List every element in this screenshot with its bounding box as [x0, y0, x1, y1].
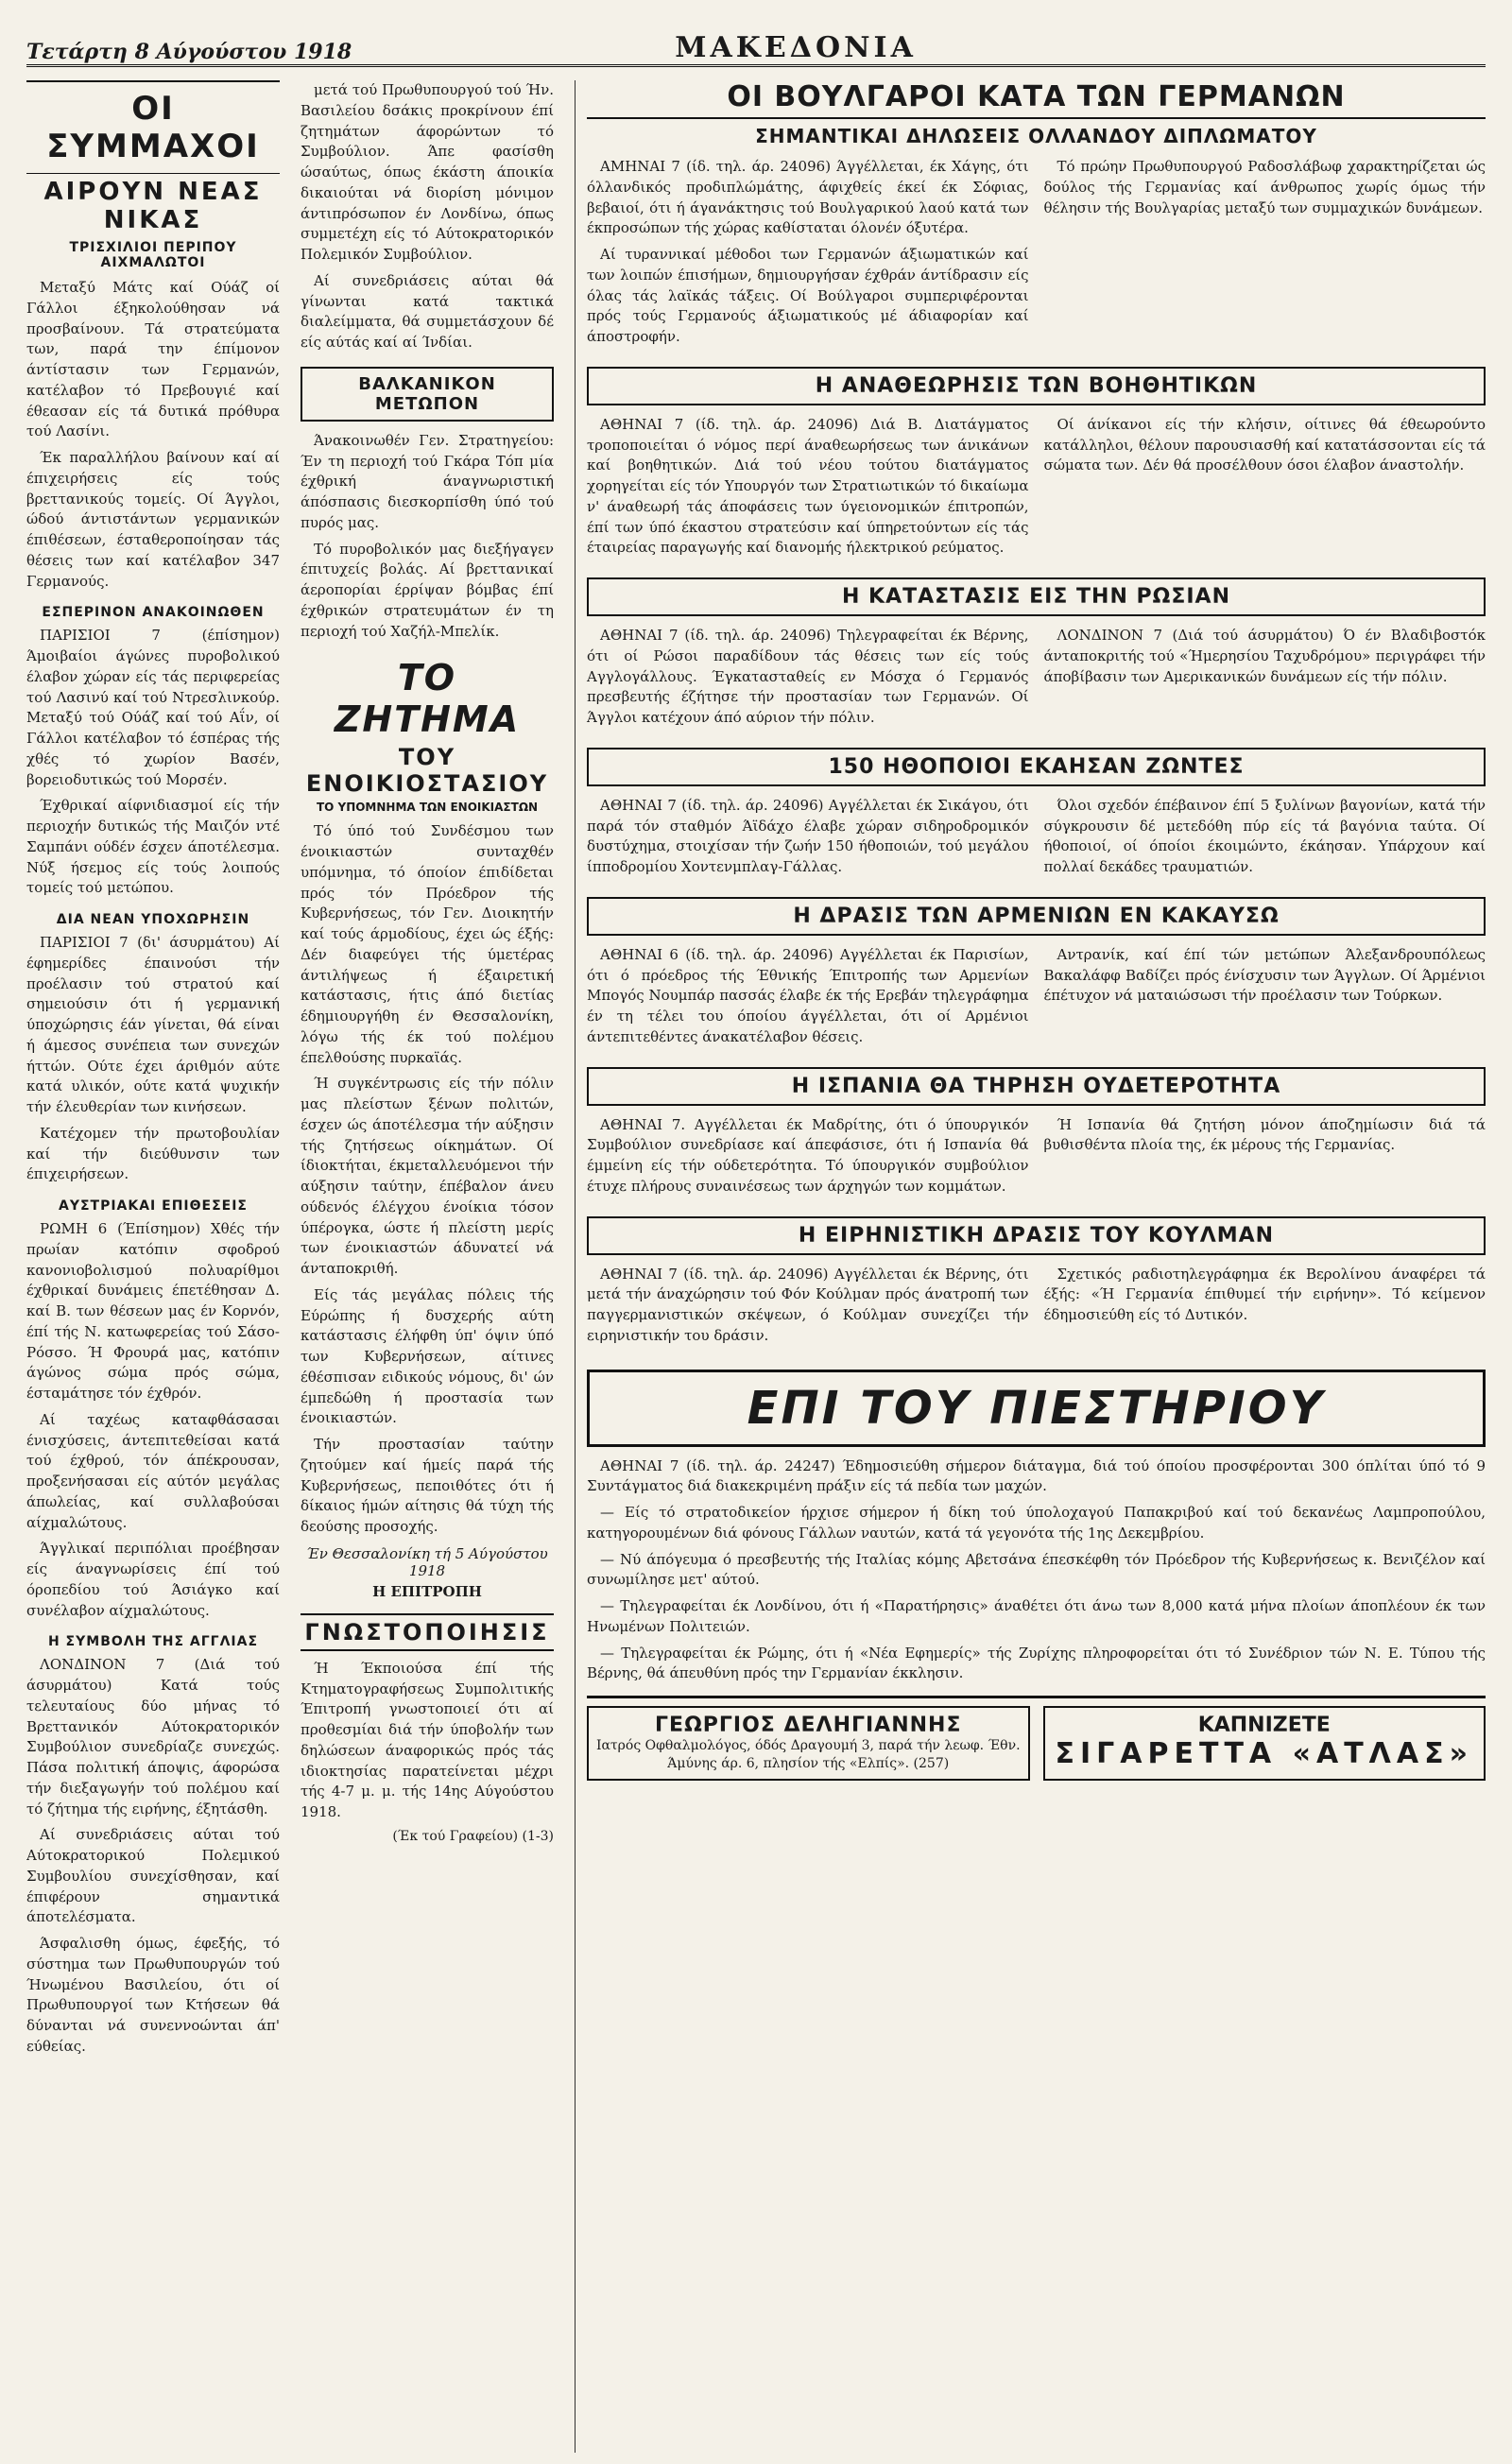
column-3: [575, 80, 1486, 2453]
press-headline: ΕΠΙ ΤΟΥ ΠΙΕΣΤΗΡΙΟΥ: [587, 1370, 1486, 1447]
issue-date: Τετάρτη 8 Αύγούστου 1918: [26, 40, 352, 64]
russia-paragraph: ΛΟΝΔΙΝΟΝ 7 (Διά τού άσυρμάτου) Ό έν Βλαδιβοστόκ άνταποκριτής τού «Ήμερησίου Ταχυδρόμου» περιγράφει τήν άποβίβασιν των Αμερικανικών δυνάμεων είς τήν πόλιν.: [1043, 627, 1486, 685]
announcement-paragraph: Ή Έκποιούσα έπί τής Κτηματογραφήσεως Συμπολιτικής Έπιτροπή γνωστοποιεί ότι αί προθεσμίαι διά τήν ύποβολήν των δηλώσεων άναφορικώς πρός τάς ιδιοκτησίας παρατείνεται μέχρι τής 4-7 μ. μ. τής 14ης Αύγούστου 1918.: [301, 1659, 554, 1820]
auxiliaries-paragraph: ΑΘΗΝΑΙ 7 (ίδ. τηλ. άρ. 24096) Διά Β. Διατάγματος τροποποιείται ό νόμος περί άναθεωρήσεως των άνικάνων καί βοηθητικών. Διά τού νέου τούτου διατάγματος χορηγείται είς τόν Υπουργόν των Στρατιωτικών τό δικαίωμα ν' άναθεωρή τάς άποφάσεις των ύγειονομικών έπιτροπών, έπί των ύπό έκαστου στρατεύσιν καί ύπηρετούντων είς τάς έταιρείας παραγωγής καί διανομής ήλεκτρικού ρεύματος.: [587, 415, 1029, 557]
press-paragraph: ΑΘΗΝΑΙ 7 (ίδ. τηλ. άρ. 24247) Έδημοσιεύθη σήμερον διάταγμα, διά τού όποίου προσφέρονται 300 όπλίται ύπό τό 9 Συντάγματος διά διακεκριμένη πράξιν είς τά πεδία των μαχών.: [587, 1456, 1486, 1495]
allies-headline: ΟΙ ΣΥΜΜΑΧΟΙ: [26, 80, 280, 174]
bulgarians-right: [1044, 157, 1486, 353]
russia-heading: Η ΚΑΤΑΣΤΑΣΙΣ ΕΙΣ ΤΗΝ ΡΩΣΙΑΝ: [587, 577, 1486, 616]
press-paragraph: — Τηλεγραφείται έκ Ρώμης, ότι ή «Νέα Εφημερίς» τής Ζυρίχης πληροφορείται ότι τό Συνέδριον τών Ν. Ε. Τύπου τής Βέρνης, θά άπευθύνη πρός την Γερμανίαν έκκλησιν.: [587, 1644, 1486, 1682]
newspaper-title: ΜΑΚΕΔΟΝΙΑ: [675, 31, 917, 64]
allies-paragraph: Μεταξύ Μάτς καί Ούάζ οί Γάλλοι έξηκολούθησαν νά προσβαίνουν. Τά στρατεύματα των, παρά την έπίμονον άντίστασιν των Γερμανών, κατέλαβον τό Πρεβουγιέ καί έθεασαν είς τά δυτικά πρόθυρα τού Λασίνι.: [26, 279, 280, 440]
allies-kicker: ΤΡΙΣΧΙΛΙΟΙ ΠΕΡΙΠΟΥ ΑΙΧΜΑΛΩΤΟΙ: [69, 240, 237, 270]
rent-question-headline: ΤΟ ΖΗΤΗΜΑ: [334, 657, 521, 741]
russia-paragraph: ΑΘΗΝΑΙ 7 (ίδ. τηλ. άρ. 24096) Τηλεγραφείται έκ Βέρνης, ότι οί Ρώσοι παραδίδουν τάς θέσεις των είς τούς Αγγλογάλλους. Έγκατασταθείς εν Μόσχα ό Γερμανός πρεσβευτής έζήτησε τήν προστασίαν των Γερμανών. Οί Άγγλοι κατέχουν άπό αύριον τήν πόλιν.: [587, 627, 1029, 726]
armenians-paragraph: ΑΘΗΝΑΙ 6 (ίδ. τηλ. άρ. 24096) Αγγέλλεται έκ Παρισίων, ότι ό πρόεδρος τής Έθνικής Έπιτροπής των Αρμενίων Μπογός Νουμπάρ πασσάς έλαβε έκ τής Ερεβάν τηλεγράφημα έν τη τέλει του όποίου άγγέλλεται, ότι οί Αρμένιοι άντεπιτεθέντες άνακατέλαβον θέσεις.: [587, 945, 1029, 1045]
masthead: [26, 17, 1486, 67]
cigarette-ad-title: ΚΑΠΝΙΖΕΤΕ: [1197, 1714, 1331, 1737]
advertisements: [587, 1696, 1486, 1781]
doctor-advertisement: [587, 1706, 1030, 1781]
rent-question-paragraph: Είς τάς μεγάλας πόλεις τής Εύρώπης ή δυσχερής αύτη κατάστασις έλήφθη ύπ' όψιν ύπό των Κυβερνήσεων, αίτινες έθέσπισαν ειδικούς νόμους, δι' ών έμπεδώθη ή προστασία των ένοικιαστών.: [301, 1285, 554, 1427]
balkan-front-paragraph: Τό πυροβολικόν μας διεξήγαγεν έπιτυχείς βολάς. Αί βρεττανικαί άεροπορίαι έρρίψαν βόμβας έπί έχθρικών στρατευμάτων έν τη περιοχή τού Χαζήλ-Μπελίκ.: [301, 540, 554, 640]
balkan-front-paragraph: Άνακοινωθέν Γεν. Στρατηγείου: Έν τη περιοχή τού Γκάρα Τόπ μία έχθρική άναγνωριστική άπόσπασις διεσκορπίσθη ύπό τού πυρός μας.: [301, 431, 554, 531]
england-contribution-paragraph: Αί συνεδριάσεις αύται τού Αύτοκρατορικού Πολεμικού Συμβουλίου συνεχίσθησαν, καί έπιφέρουν σημαντικά άποτελέσματα.: [26, 1826, 280, 1926]
new-retreat-paragraph: Κατέχομεν τήν πρωτοβουλίαν καί τήν διεύθυνσιν των έπιχειρήσεων.: [26, 1124, 280, 1183]
austrian-attacks-heading: ΑΥΣΤΡΙΑΚΑΙ ΕΠΙΘΕΣΕΙΣ: [58, 1198, 248, 1214]
balkan-front-heading: ΒΑΛΚΑΝΙΚΟΝ ΜΕΤΩΠΟΝ: [301, 367, 554, 422]
press-paragraph: — Είς τό στρατοδικείον ήρχισε σήμερον ή δίκη τού ύπολοχαγού Παπακριβού καί τού δεκανέως Λαμπροπούλου, κατηγορουμένων διά φόνους Γάλλων ναυτών, κατά τά γεγονότα τής 1ης Δεκεμβρίου.: [587, 1504, 1486, 1542]
new-retreat-paragraph: ΠΑΡΙΣΙΟΙ 7 (δι' άσυρμάτου) Αί έφημερίδες έπαινούσι τήν προέλασιν τού στρατού καί σημειούσιν ότι ή γερμανική ύποχώρησις έάν γίνεται, θά είναι ή άμεσος συνέπεια των συνεχών ήττών. Ούτε έχει άριθμόν αύτε κατά υλικόν, ούτε κατά ψυχικήν τήν έλευθερίαν των κινήσεων.: [26, 934, 280, 1115]
england-contribution-paragraph: ΛΟΝΔΙΝΟΝ 7 (Διά τού άσυρμάτου) Κατά τούς τελευταίους δύο μήνας τό Βρεττανικόν Αύτοκρατορικόν Συμβούλιον συνεδρίαζε συνεχώς. Πάσα πολιτική άποψις, άφορώσα τήν διεξαγωγήν τού πολέμου καί τό ζήτημα τής ειρήνης, έξητάσθη.: [26, 1656, 280, 1818]
spain-paragraph: ΑΘΗΝΑΙ 7. Αγγέλλεται έκ Μαδρίτης, ότι ό ύπουργικόν Συμβούλιον συνεδρίασε καί άπεφάσισε, ότι ή Ισπανία θά έμμείνη είς τήν ούδετερότητα. Τό ύπουργικόν συμβούλιον έτυχε πλήρους συναινέσεως των άρχηγών των κομμάτων.: [587, 1115, 1029, 1195]
actors-burned-paragraph: Όλοι σχεδόν έπέβαινον έπί 5 ξυλίνων βαγονίων, κατά τήν σύγκρουσιν δέ μετεδόθη πύρ είς τά βαγόνια ταύτα. Οί ήθοποιοί, οί όποίοι έκοιμώντο, έκάησαν. Υπάρχουν καί πολλαί δεκάδες τραυματιών.: [1043, 796, 1486, 875]
bulgarians-paragraph: Αί τυραννικαί μέθοδοι των Γερμανών άξιωματικών καί των λοιπών έπισήμων, δημιουργήσαν έχθράν άντίδρασιν είς όλας τάς λαϊκάς τάξεις. Οί Βούλγαροι συμπεριφέρονται πρός τούς Γερμανούς άξιωματικούς μέ άδιαφορίαν καί άποστροφήν.: [587, 246, 1029, 345]
new-retreat-heading: ΔΙΑ ΝΕΑΝ ΥΠΟΧΩΡΗΣΙΝ: [56, 912, 250, 927]
allies-paragraph: Έκ παραλλήλου βαίνουν καί αί έπιχειρήσεις είς τούς βρεττανικούς τομείς. Οί Άγγλοι, ώδού άντιστάντων γερμανικών έπιθέσεων, έσταθεροποίησαν τάς θέσεις των καί κατέλαβον 347 Γερμανούς.: [26, 449, 280, 590]
bulgarians-subheadline: ΣΗΜΑΝΤΙΚΑΙ ΔΗΛΩΣΕΙΣ ΟΛΛΑΝΔΟΥ ΔΙΠΛΩΜΑΤΟΥ: [755, 125, 1317, 147]
doctor-details: Ιατρός Οφθαλμολόγος, όδός Δραγουμή 3, παρά τήν λεωφ. Έθν. Άμύνης άρ. 6, πλησίον τής «Ελπίς». (257): [595, 1738, 1021, 1771]
austrian-attacks-paragraph: ΡΩΜΗ 6 (Έπίσημον) Χθές τήν πρωίαν κατόπιν σφοδρού κανονιοβολισμού πολυαρίθμοι έχθρικαί δυνάμεις έπετέθησαν Δ. καί Β. των θέσεων μας έν Κορνόν, έπί τής Ν. κατωφερείας τού Σάσο-Ρόσσο. Ή Φρουρά μας, κατόπιν άγώνος σώμα πρός σώμα, έσταμάτησε τόν έχθρόν.: [26, 1220, 280, 1402]
auxiliaries-paragraph: Οί άνίκανοι είς τήν κλήσιν, οίτινες θά έθεωρούντο κατάλληλοι, θέλουν παρουσιασθή καί κατατάσσονται είς τά σώματα των. Δέν θά προσέλθουν όσοι έλαβον άναστολήν.: [1043, 415, 1486, 474]
bulgarians-headline: ΟΙ ΒΟΥΛΓΑΡΟΙ ΚΑΤΑ ΤΩΝ ΓΕΡΜΑΝΩΝ: [587, 80, 1486, 119]
bulgarians-paragraph: ΑΜΗΝΑΙ 7 (ίδ. τηλ. άρ. 24096) Άγγέλλεται, έκ Χάγης, ότι όλλανδικός προδιπλώμάτης, άφιχθείς έκεί έκ Σόφιας, βεβαιοί, ότι ή άγανάκτησις τού Βουλγαρικού λαού κατά των έκπροσώπων τής χώρας καθίσταται όλονέν όξυτέρα.: [587, 158, 1029, 237]
auxiliaries-heading: Η ΑΝΑΘΕΩΡΗΣΙΣ ΤΩΝ ΒΟΗΘΗΤΙΚΩΝ: [587, 367, 1486, 405]
england-contribution-paragraph: Άσφαλισθη όμως, έφεξής, τό σύστημα των Πρωθυπουργών τού Ήνωμένου Βασιλείου, ότι οί Πρωθυπουργοί των Κτήσεων θά δύνανται νά συνεννοώνται άπ' εύθείας.: [26, 1935, 280, 2055]
press-paragraph: — Νύ άπόγευμα ό πρεσβευτής τής Ιταλίας κόμης Αβετσάνα έπεσκέφθη τόν Πρόεδρον τής Κυβερνήσεως κ. Βενιζέλον καί συνωμίλησε μετ' αύτού.: [587, 1550, 1486, 1589]
kuhlmann-paragraph: ΑΘΗΝΑΙ 7 (ίδ. τηλ. άρ. 24096) Αγγέλλεται έκ Βέρνης, ότι μετά τήν άναχώρησιν τού Φόν Κούλμαν πρός άνατροπή των παγγερμανιστικών σκέψεων, ό Κούλμαν συνεχίζει τήν ειρηνιστικήν του δράσιν.: [587, 1265, 1029, 1344]
actors-burned-heading: 150 ΗΘΟΠΟΙΟΙ ΕΚΑΗΣΑΝ ΖΩΝΤΕΣ: [587, 748, 1486, 786]
actors-burned-article: [587, 796, 1486, 884]
allies-subheadline: ΑΙΡΟΥΝ ΝΕΑΣ ΝΙΚΑΣ: [43, 178, 263, 234]
column-2: [301, 80, 554, 2453]
rent-question-place-date: Έν Θεσσαλονίκη τή 5 Αύγούστου 1918: [306, 1544, 548, 1579]
announcement-heading: ΓΝΩΣΤΟΠΟΙΗΣΙΣ: [301, 1613, 554, 1651]
announcement-note: (Έκ τού Γραφείου) (1-3): [392, 1828, 554, 1844]
evening-communique-paragraph: ΠΑΡΙΣΙΟΙ 7 (έπίσημον) Άμοιβαίοι άγώνες πυροβολικού έλαβον χώραν είς τάς περιφερείας τού Λασινύ καί τού Ντρεσλινκούρ. Μεταξύ τού Ούάζ καί τού Αΐν, οί Γάλλοι κατέλαβον τό έσπέρας τής χθές τό χωρίον Βασέν, βορειοδυτικώς τού Μορσέν.: [26, 627, 280, 788]
auxiliaries-article: [587, 415, 1486, 564]
austrian-attacks-paragraph: Αί ταχέως καταφθάσασαι ένισχύσεις, άντεπιτεθείσαι κατά τού έχθρού, τόν άπέκρουσαν, προξενήσασαι είς αύτόν μεγάλας άπωλείας, καί συλλαβούσαι αίχμαλώτους.: [26, 1410, 280, 1531]
bulgarians-paragraph: Τό πρώην Πρωθυπουργού Ραδοσλάβωφ χαρακτηρίζεται ώς δούλος τής Γερμανίας καί άνθρωπος χωρίς όμως τήν θέλησιν τής Βουλγαρίας μεταξύ των συμμαχικών δυνάμεων.: [1043, 158, 1486, 216]
austrian-attacks-paragraph: Άγγλικαί περιπόλιαι προέβησαν είς άναγνωρίσεις έπί τού όροπεδίου τού Άσιάγκο καί συνέλαβον αίχμαλώτους.: [26, 1540, 280, 1619]
column-1: [26, 80, 280, 2453]
kuhlmann-paragraph: Σχετικός ραδιοτηλεγράφημα έκ Βερολίνου άναφέρει τά έξής: «Ή Γερμανία έπιθυμεί τήν ειρήνην». Τό κείμενον έδημοσιεύθη είς τό Δυτικόν.: [1043, 1265, 1486, 1323]
rent-question-signature: Η ΕΠΙΤΡΟΠΗ: [372, 1582, 482, 1600]
rent-question-paragraph: Τό ύπό τού Συνδέσμου των ένοικιαστών συνταχθέν υπόμνημα, τό όποίον έπιδίδεται πρός τόν Πρόεδρον τής Κυβερνήσεως, τόν Γεν. Διοικητήν καί τούς άρμοδίους, έχει ώς έξής: Δέν διαφεύγει τής ύμετέρας άντιλήψεως ή έξαιρετική κατάστασις, ήτις άπό διετίας έδημιουργήθη έν Θεσσαλονίκη, λόγω τής έκ τού πολέμου έπελθούσης πυρκαϊάς.: [301, 822, 554, 1066]
evening-communique-paragraph: Έχθρικαί αίφνιδιασμοί είς τήν περιοχήν δυτικώς τής Μαιζόν ντέ Σαμπάνι ούδέν έσχεν άποτέλεσμα. Νύξ ήσεμος είς τούς λοιπούς τομείς τού μετώπου.: [26, 797, 280, 897]
actors-burned-paragraph: ΑΘΗΝΑΙ 7 (ίδ. τηλ. άρ. 24096) Αγγέλλεται έκ Σικάγου, ότι παρά τόν σταθμόν Άϊδάχο έλαβε χώραν σιδηροδρομικόν δυστύχημα, στοιχίσαν τήν ζωήν 150 ήθοποιών, τού μεγάλου ίπποδρομίου Χοντενμπλαγ-Γάλλας.: [587, 796, 1029, 875]
kuhlmann-heading: Η ΕΙΡΗΝΙΣΤΙΚΗ ΔΡΑΣΙΣ ΤΟΥ ΚΟΥΛΜΑΝ: [587, 1216, 1486, 1255]
rent-question-subheadline: ΤΟΥ ΕΝΟΙΚΙΟΣΤΑΣΙΟΥ: [305, 744, 549, 798]
armenians-article: [587, 945, 1486, 1054]
columns: [26, 80, 1486, 2453]
russia-article: [587, 626, 1486, 734]
spain-paragraph: Ή Ισπανία θά ζητήση μόνον άποζημίωσιν διά τά βυθισθέντα πλοία της, έκ μέρους τής Γερμανίας.: [1043, 1115, 1486, 1154]
continued-paragraph: Αί συνεδριάσεις αύται θά γίνωνται κατά τακτικά διαλείμματα, θά συμμετάσχουν δέ είς αύτάς καί αί Ίνδίαι.: [301, 271, 554, 351]
england-contribution-heading: Η ΣΥΜΒΟΛΗ ΤΗΣ ΑΓΓΛΙΑΣ: [47, 1634, 259, 1650]
spain-article: [587, 1115, 1486, 1203]
continued-paragraph: μετά τού Πρωθυπουργού τού Ήν. Βασιλείου δσάκις προκρίνουν έπί ζητημάτων άφορώντων τό Συμβούλιον. Άπε φασίσθη ώσαύτως, όπως έκάστη άποικία δικαιούται νά διορίση μόνιμον άντιπρόσωπον έν Λονδίνω, όπως συμμετέχη είς τό Αύτοκρατορικόν Πολεμικόν Συμβούλιον.: [301, 81, 554, 263]
rent-question-paragraph: Ή συγκέντρωσις είς τήν πόλιν μας πλείστων ξένων πολιτών, έσχεν ώς άποτέλεσμα τήν αύξησιν τής ζητήσεως οίκημάτων. Οί ίδιοκτήται, έκμεταλλευόμενοι τήν αύξησιν ταύτην, έπέβαλον άνευ ούδενός έλέγχου ένοίκια τόσον ύπέρογκα, ώστε ή πλείστη μερίς των ένοικιαστών άδυνατεί νά άνταποκριθή.: [301, 1075, 554, 1277]
bulgarians-left: [587, 157, 1029, 353]
bulgarians-article: [587, 157, 1486, 353]
spain-heading: Η ΙΣΠΑΝΙΑ ΘΑ ΤΗΡΗΣΗ ΟΥΔΕΤΕΡΟΤΗΤΑ: [587, 1067, 1486, 1106]
rent-question-kicker: ΤΟ ΥΠΟΜΝΗΜΑ ΤΩΝ ΕΝΟΙΚΙΑΣΤΩΝ: [316, 801, 539, 815]
evening-communique-heading: ΕΣΠΕΡΙΝΟΝ ΑΝΑΚΟΙΝΩΘΕΝ: [42, 605, 265, 621]
doctor-name: ΓΕΩΡΓΙΟΣ ΔΕΛΗΓΙΑΝΝΗΣ: [655, 1714, 962, 1737]
kuhlmann-article: [587, 1265, 1486, 1353]
rent-question-paragraph: Τήν προστασίαν ταύτην ζητούμεν καί ήμείς παρά τής Κυβερνήσεως, πεποιθότες ότι ή δίκαιος ήμών αίτησις θά τύχη τής δεούσης προσοχής.: [301, 1436, 554, 1535]
armenians-heading: Η ΔΡΑΣΙΣ ΤΩΝ ΑΡΜΕΝΙΩΝ ΕΝ ΚΑΚΑΥΣΩ: [587, 897, 1486, 936]
armenians-paragraph: Αντρανίκ, καί έπί τών μετώπων Άλεξανδρουπόλεως Βακαλάφφ Βαδίζει πρός ένίσχυσιν των Άγγλων. Οί Άρμένιοι έπέτυχον νά ματαιώσωσι τήν προέλασιν των Τούρκων.: [1043, 945, 1486, 1005]
cigarette-advertisement: [1043, 1706, 1486, 1781]
press-paragraph: — Τηλεγραφείται έκ Λονδίνου, ότι ή «Παρατήρησις» άναθέτει ότι άνω των 8,000 κατά μήνα πλοίων άποπλέουν έκ των Ηνωμένων Πολιτειών.: [587, 1597, 1486, 1635]
cigarette-brand: ΣΙΓΑΡΕΤΤΑ «ΑΤΛΑΣ»: [1055, 1737, 1473, 1770]
